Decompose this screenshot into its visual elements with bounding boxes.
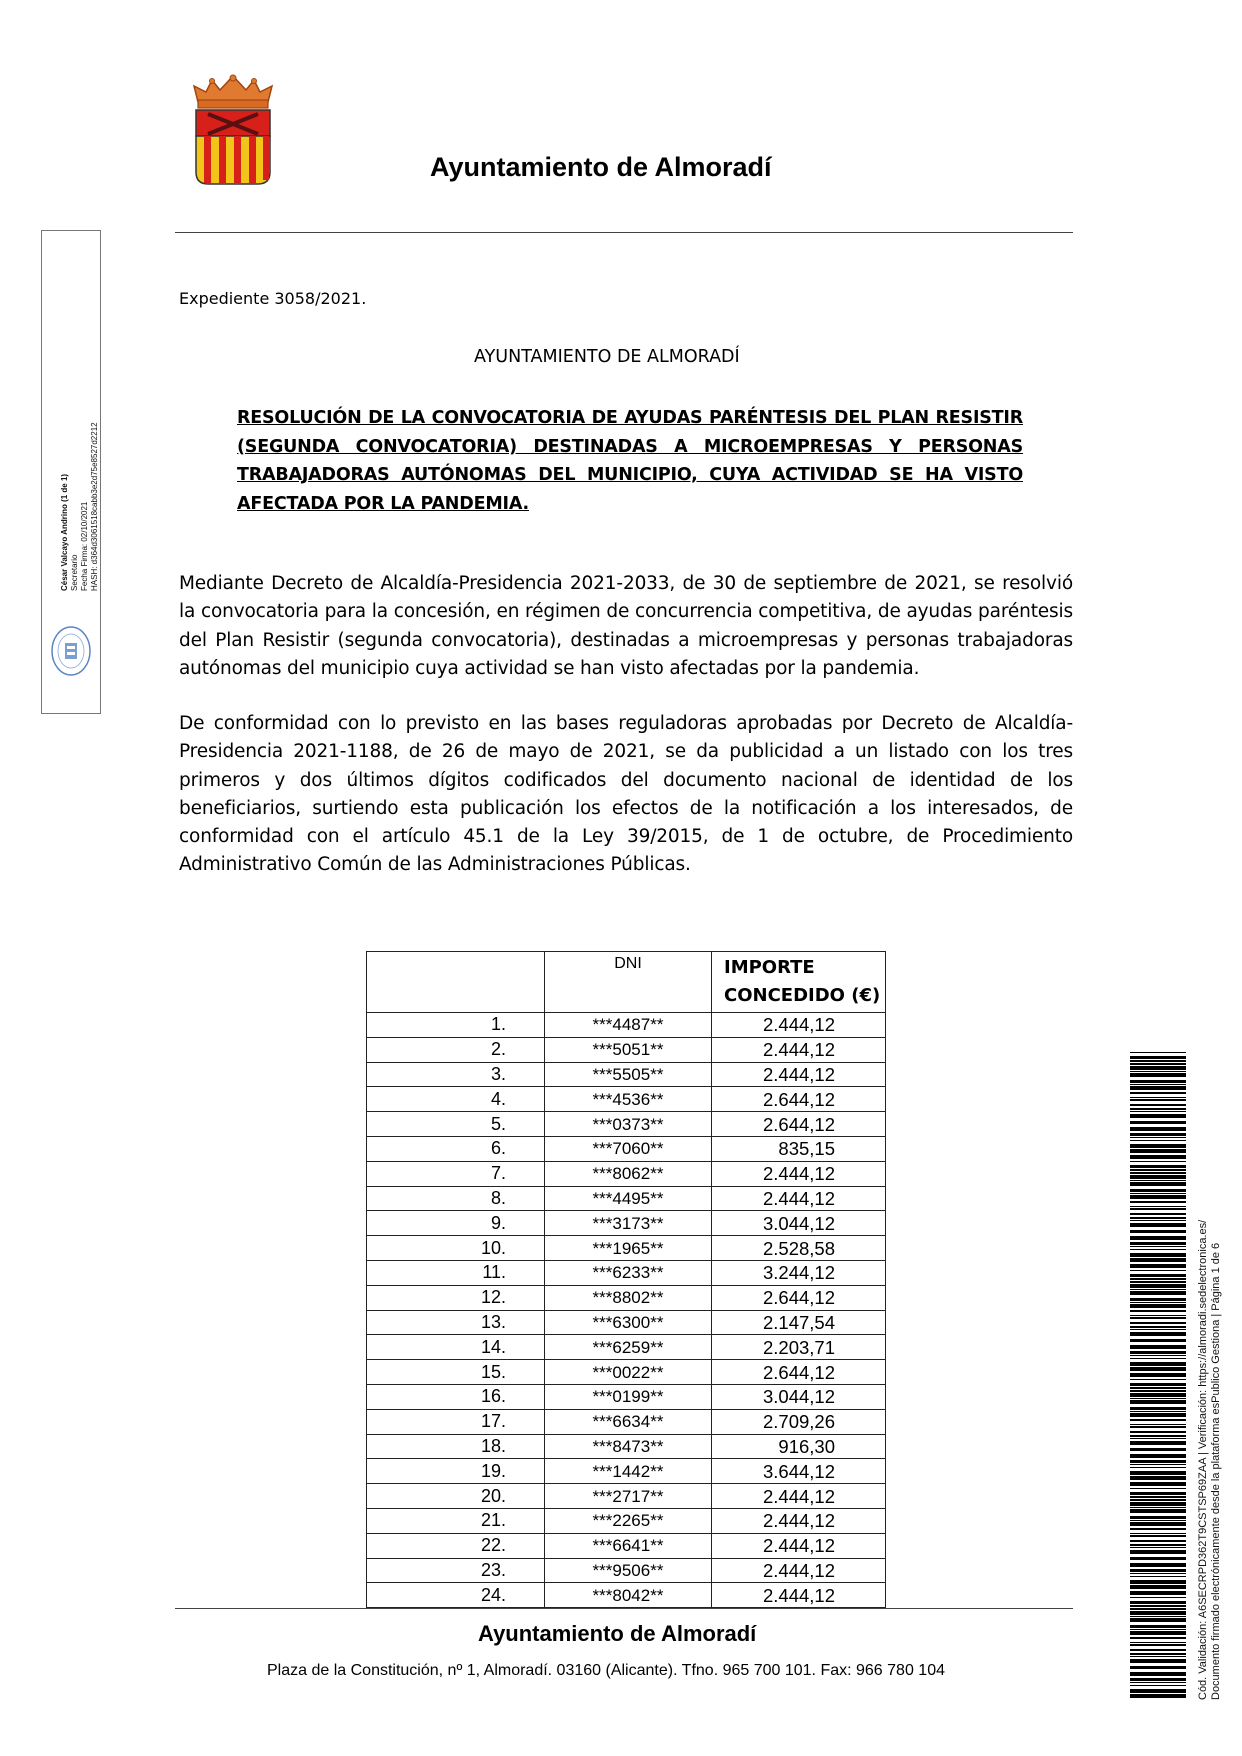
row-number: 11. xyxy=(367,1260,545,1285)
footer-title: Ayuntamiento de Almoradí xyxy=(478,1621,757,1646)
signature-details xyxy=(60,422,100,591)
row-amount: 2.528,58 xyxy=(712,1236,886,1261)
table-header-row xyxy=(367,952,886,1013)
signer-name: César Valcayo Andrino (1 de 1) xyxy=(60,473,69,591)
row-number: 7. xyxy=(367,1161,545,1186)
row-number: 8. xyxy=(367,1186,545,1211)
row-number: 16. xyxy=(367,1384,545,1409)
row-amount: 2.644,12 xyxy=(712,1360,886,1385)
row-amount: 2.444,12 xyxy=(712,1484,886,1509)
row-dni: ***2265** xyxy=(545,1508,712,1533)
table-row xyxy=(367,1236,886,1261)
row-dni: ***1965** xyxy=(545,1236,712,1261)
header-index xyxy=(367,952,545,1013)
table-row xyxy=(367,1484,886,1509)
row-amount: 2.444,12 xyxy=(712,1037,886,1062)
body-paragraph-2: De conformidad con lo previsto en las bases reguladoras aprobadas por Decreto de Alcaldía-Presidencia 2021-1188, de 26 de mayo de 2021, se da publicidad a un listado con los tres primeros y dos últimos dígitos codificados del documento nacional de identidad de los beneficiarios, surtiendo esta publicación los efectos de la notificación a los interesados, de conformidad con el artículo 45.1 de la Ley 39/2015, de 1 de octubre, de Procedimiento Administrativo Común de las Administraciones Públicas. xyxy=(179,713,1073,876)
signature-date: Fecha Firma: 02/10/2021 xyxy=(80,501,89,591)
row-dni: ***9506** xyxy=(545,1558,712,1583)
file-number: Expediente 3058/2021. xyxy=(179,289,367,308)
table-row xyxy=(367,1533,886,1558)
row-number: 13. xyxy=(367,1310,545,1335)
row-number: 4. xyxy=(367,1087,545,1112)
row-number: 20. xyxy=(367,1484,545,1509)
row-amount: 2.444,12 xyxy=(712,1508,886,1533)
table-row xyxy=(367,1285,886,1310)
table-row xyxy=(367,1112,886,1137)
validation-text xyxy=(1197,1220,1223,1700)
row-amount: 3.244,12 xyxy=(712,1260,886,1285)
body-paragraph-1: Mediante Decreto de Alcaldía-Presidencia 2021-2033, de 30 de septiembre de 2021, se resolvió la convocatoria para la concesión, en régimen de concurrencia competitiva, de ayudas paréntesis del Plan Resistir (segunda convocatoria), destinadas a microempresas y personas trabajadoras autónomas del municipio cuya actividad se han visto afectadas por la pandemia. xyxy=(179,573,1073,679)
row-dni: ***6259** xyxy=(545,1335,712,1360)
table-row xyxy=(367,1013,886,1038)
row-number: 10. xyxy=(367,1236,545,1261)
signer-role: Secretario xyxy=(70,554,79,591)
table-row xyxy=(367,1161,886,1186)
table-row xyxy=(367,1459,886,1484)
row-number: 17. xyxy=(367,1409,545,1434)
row-dni: ***3173** xyxy=(545,1211,712,1236)
row-number: 19. xyxy=(367,1459,545,1484)
row-dni: ***5505** xyxy=(545,1062,712,1087)
row-dni: ***0022** xyxy=(545,1360,712,1385)
row-amount: 3.644,12 xyxy=(712,1459,886,1484)
table-row xyxy=(367,1335,886,1360)
header-dni: DNI xyxy=(545,952,712,1013)
table-body xyxy=(367,1013,886,1608)
row-amount: 2.444,12 xyxy=(712,1062,886,1087)
footer-address: Plaza de la Constitución, nº 1, Almoradí. 03160 (Alicante). Tfno. 965 700 101. Fax: 966 780 104 xyxy=(267,1662,945,1679)
validation-platform: Documento firmado electrónicamente desde la plataforma esPublico Gestiona | Página 1 de 6 xyxy=(1210,1242,1222,1700)
table-row xyxy=(367,1260,886,1285)
table-row xyxy=(367,1211,886,1236)
table-row xyxy=(367,1583,886,1608)
row-dni: ***4487** xyxy=(545,1013,712,1038)
row-number: 3. xyxy=(367,1062,545,1087)
row-number: 15. xyxy=(367,1360,545,1385)
row-amount: 2.444,12 xyxy=(712,1558,886,1583)
table-row xyxy=(367,1384,886,1409)
table-row xyxy=(367,1508,886,1533)
table-row xyxy=(367,1037,886,1062)
row-dni: ***4536** xyxy=(545,1087,712,1112)
signature-stamp xyxy=(41,230,101,714)
row-amount: 2.444,12 xyxy=(712,1013,886,1038)
row-amount: 3.044,12 xyxy=(712,1211,886,1236)
row-amount: 2.147,54 xyxy=(712,1310,886,1335)
row-number: 2. xyxy=(367,1037,545,1062)
row-number: 14. xyxy=(367,1335,545,1360)
row-amount: 2.444,12 xyxy=(712,1533,886,1558)
row-number: 6. xyxy=(367,1136,545,1161)
row-number: 12. xyxy=(367,1285,545,1310)
row-dni: ***1442** xyxy=(545,1459,712,1484)
row-dni: ***8042** xyxy=(545,1583,712,1608)
row-dni: ***5051** xyxy=(545,1037,712,1062)
header-amount: IMPORTE CONCEDIDO (€) xyxy=(712,952,886,1013)
row-amount: 916,30 xyxy=(712,1434,886,1459)
row-amount: 2.444,12 xyxy=(712,1161,886,1186)
organization-heading: AYUNTAMIENTO DE ALMORADÍ xyxy=(474,347,740,367)
row-number: 1. xyxy=(367,1013,545,1038)
row-dni: ***7060** xyxy=(545,1136,712,1161)
row-dni: ***0199** xyxy=(545,1384,712,1409)
beneficiaries-table xyxy=(366,951,886,1608)
row-amount: 2.203,71 xyxy=(712,1335,886,1360)
row-number: 24. xyxy=(367,1583,545,1608)
row-dni: ***6641** xyxy=(545,1533,712,1558)
row-number: 18. xyxy=(367,1434,545,1459)
row-amount: 3.044,12 xyxy=(712,1384,886,1409)
row-dni: ***0373** xyxy=(545,1112,712,1137)
table-row xyxy=(367,1409,886,1434)
row-amount: 2.644,12 xyxy=(712,1112,886,1137)
row-amount: 835,15 xyxy=(712,1136,886,1161)
row-dni: ***8802** xyxy=(545,1285,712,1310)
table-row xyxy=(367,1434,886,1459)
table-row xyxy=(367,1087,886,1112)
row-number: 21. xyxy=(367,1508,545,1533)
seal-icon xyxy=(49,623,93,679)
row-dni: ***6300** xyxy=(545,1310,712,1335)
table-row xyxy=(367,1062,886,1087)
table-row xyxy=(367,1310,886,1335)
resolution-title: RESOLUCIÓN DE LA CONVOCATORIA DE AYUDAS PARÉNTESIS DEL PLAN RESISTIR (SEGUNDA CONVOCATORIA) DESTINADAS A MICROEMPRESAS Y PERSONAS TRABAJADORAS AUTÓNOMAS DEL MUNICIPIO, CUYA ACTIVIDAD SE HA VISTO AFECTADA POR LA PANDEMIA. xyxy=(237,408,1023,514)
beneficiaries-table-container xyxy=(366,951,888,1608)
row-amount: 2.709,26 xyxy=(712,1409,886,1434)
row-dni: ***8062** xyxy=(545,1161,712,1186)
table-row xyxy=(367,1136,886,1161)
table-row xyxy=(367,1558,886,1583)
row-dni: ***2717** xyxy=(545,1484,712,1509)
header-title: Ayuntamiento de Almoradí xyxy=(430,152,772,182)
table-row xyxy=(367,1186,886,1211)
row-amount: 2.644,12 xyxy=(712,1087,886,1112)
barcode-icon xyxy=(1130,1052,1186,1700)
row-amount: 2.444,12 xyxy=(712,1186,886,1211)
table-row xyxy=(367,1360,886,1385)
row-number: 22. xyxy=(367,1533,545,1558)
row-number: 5. xyxy=(367,1112,545,1137)
validation-code: Cód. Validación: A6SECRPD362T9CSTSP69ZAA | Verificación: https://almoradi.sedelectronica.es/ xyxy=(1197,1219,1209,1700)
header-divider xyxy=(175,232,1073,233)
coat-of-arms-logo xyxy=(190,72,276,188)
row-dni: ***4495** xyxy=(545,1186,712,1211)
row-number: 23. xyxy=(367,1558,545,1583)
row-dni: ***6233** xyxy=(545,1260,712,1285)
row-amount: 2.444,12 xyxy=(712,1583,886,1608)
row-dni: ***6634** xyxy=(545,1409,712,1434)
row-amount: 2.644,12 xyxy=(712,1285,886,1310)
row-number: 9. xyxy=(367,1211,545,1236)
footer-divider xyxy=(175,1608,1073,1609)
signature-hash: HASH: d364d3061518cabb3e2d75e8527d2212 xyxy=(90,422,99,591)
row-dni: ***8473** xyxy=(545,1434,712,1459)
